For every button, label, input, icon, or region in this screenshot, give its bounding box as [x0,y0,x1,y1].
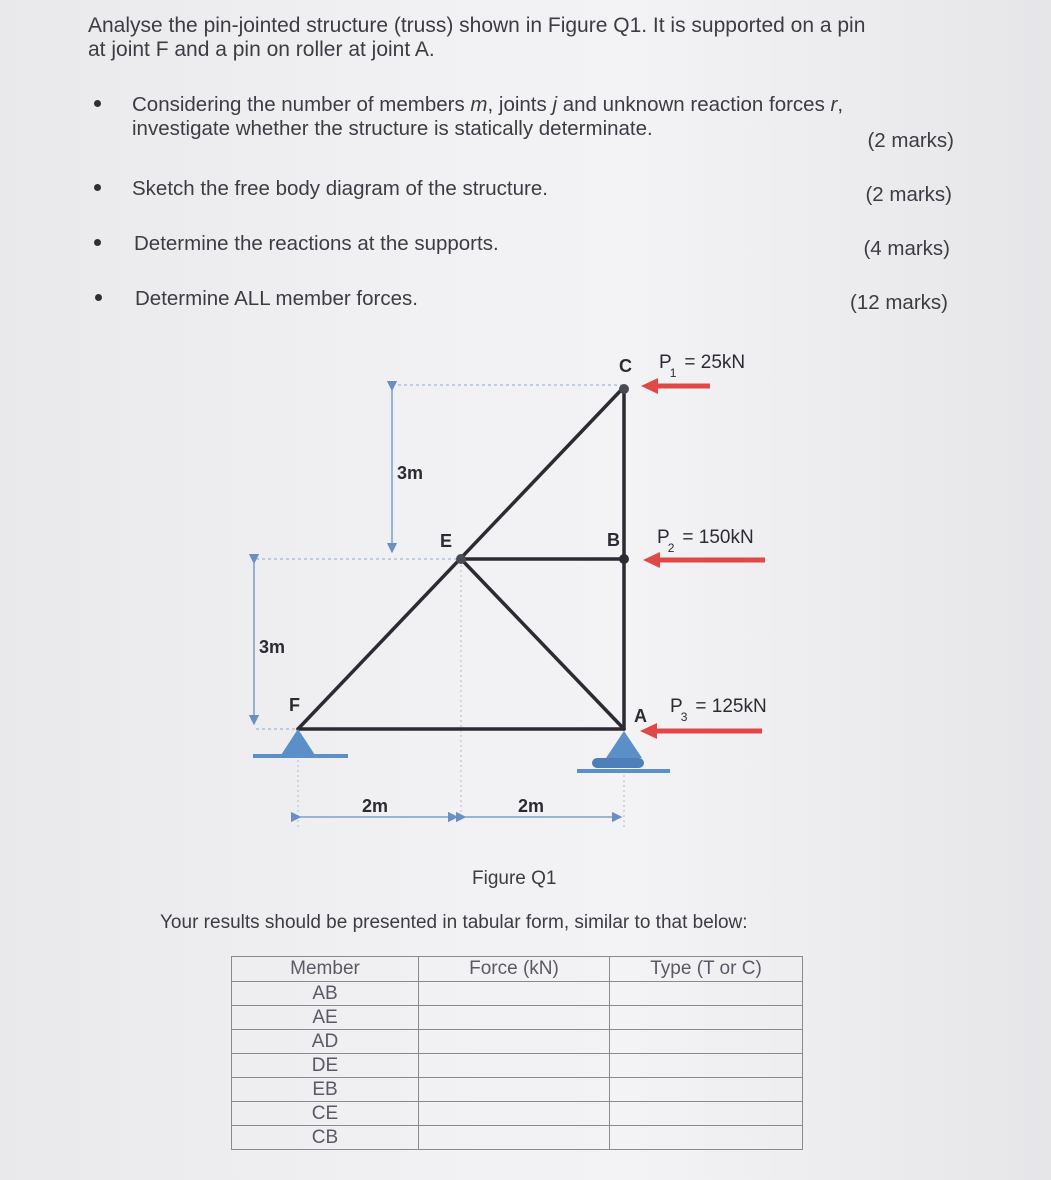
pin-support-f [281,729,315,755]
dimension-label-span-left: 2m [362,796,389,816]
joint-label-c: C [619,356,632,376]
member-cell: AB [232,982,419,1006]
force-cell [419,1102,610,1126]
task-2-marks: (2 marks) [865,183,952,206]
force-cell [419,1126,610,1150]
table-header-row [232,957,803,982]
task-4: Determine ALL member forces. [135,287,418,310]
roller-a [592,758,644,768]
joint-b [619,554,629,564]
load-label-p3: P3 = 125kN [670,696,767,724]
member-cell: AE [232,1006,419,1030]
member-cell: DE [232,1054,419,1078]
task-3-marks: (4 marks) [863,237,950,260]
figure-caption: Figure Q1 [472,868,557,889]
table-intro: Your results should be presented in tabular form, similar to that below: [160,912,748,933]
force-cell [419,1078,610,1102]
member-cell: CB [232,1126,419,1150]
type-cell [610,1102,803,1126]
joint-label-a: A [634,706,647,726]
dimension-label-top-height: 3m [397,463,424,483]
member-cell: EB [232,1078,419,1102]
task-1-line-1: Considering the number of members m, joints j and unknown reaction forces r, [132,93,844,116]
joint-c [619,384,629,394]
type-cell [610,1054,803,1078]
joint-label-f: F [289,695,300,715]
member-cell: AD [232,1030,419,1054]
table-row [232,1054,803,1078]
intro-line-2: at joint F and a pin on roller at joint A. [88,38,435,61]
task-3: Determine the reactions at the supports. [134,232,499,255]
force-cell [419,1054,610,1078]
type-cell [610,1078,803,1102]
header-member: Member [232,957,419,982]
task-1-marks: (2 marks) [867,129,954,152]
force-cell [419,1030,610,1054]
header-force: Force (kN) [419,957,610,982]
roller-support-a [606,731,642,758]
table-row [232,1078,803,1102]
dimension-label-span-right: 2m [518,796,545,816]
task-2: Sketch the free body diagram of the structure. [132,177,548,200]
load-arrowhead-p1 [641,378,658,394]
table-row [232,1102,803,1126]
header-type: Type (T or C) [610,957,803,982]
task-1-line-2: investigate whether the structure is statically determinate. [132,117,653,140]
load-arrowhead-p2 [643,552,660,568]
load-label-p2: P2 = 150kN [657,527,754,555]
joint-e [456,554,466,564]
force-cell [419,982,610,1006]
intro-line-1: Analyse the pin-jointed structure (truss) shown in Figure Q1. It is supported on a pin [88,14,866,37]
member-ea [461,559,624,729]
joint-label-e: E [440,531,453,551]
table-row [232,1006,803,1030]
type-cell [610,1126,803,1150]
table-row [232,982,803,1006]
joint-label-b: B [607,530,620,550]
type-cell [610,1030,803,1054]
dimension-label-left-height: 3m [259,637,286,657]
results-table [231,956,803,1150]
table-row [232,1126,803,1150]
table-row [232,1030,803,1054]
type-cell [610,982,803,1006]
member-cell: CE [232,1102,419,1126]
type-cell [610,1006,803,1030]
load-label-p1: P1 = 25kN [659,352,746,380]
force-cell [419,1006,610,1030]
task-4-marks: (12 marks) [850,291,948,314]
